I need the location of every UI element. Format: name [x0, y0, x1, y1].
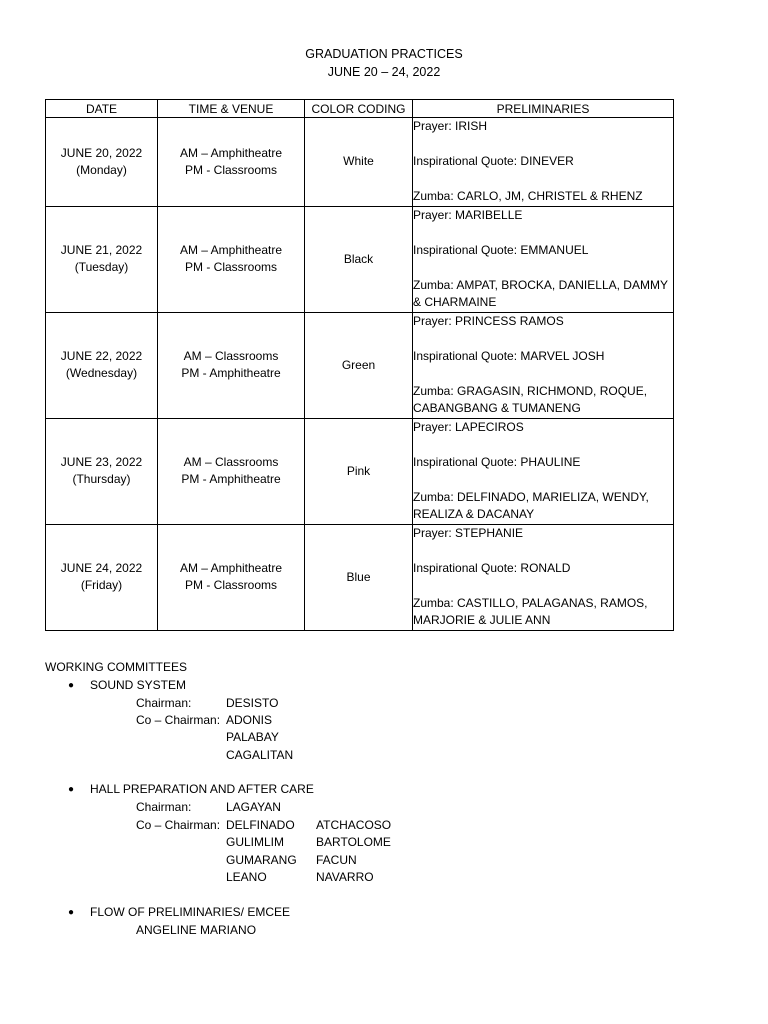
- time-venue-cell: [158, 524, 305, 630]
- chairman-label: Chairman:: [136, 696, 192, 710]
- pm-venue: PM - Classrooms: [184, 578, 277, 592]
- preliminaries-cell: [413, 118, 674, 207]
- date-cell: [46, 418, 158, 524]
- date-cell: [46, 118, 158, 207]
- date-text: JUNE 22, 2022: [60, 349, 143, 363]
- page-subtitle: JUNE 20 – 24, 2022: [327, 65, 441, 79]
- table-row: [46, 418, 674, 524]
- pm-venue: PM - Amphitheatre: [181, 366, 281, 380]
- am-venue: AM – Amphitheatre: [179, 561, 283, 575]
- quote-text: Inspirational Quote: MARVEL JOSH: [413, 348, 605, 363]
- zumba-text: Zumba: DELFINADO, MARIELIZA, WENDY, REALIZA & DACANAY: [413, 489, 649, 521]
- co-chairman-label: Co – Chairman:: [136, 713, 221, 727]
- bullet-icon: ●: [68, 680, 75, 691]
- co-chairman-name: PALABAY: [226, 730, 279, 744]
- am-venue: AM – Amphitheatre: [179, 243, 283, 257]
- flow-preliminaries-title: FLOW OF PRELIMINARIES/ EMCEE: [90, 905, 291, 919]
- day-text: (Wednesday): [65, 366, 138, 380]
- color-cell: Blue: [305, 524, 413, 630]
- co-chairman-label: Co – Chairman:: [136, 818, 221, 832]
- co-chairman-name: CAGALITAN: [226, 748, 294, 762]
- day-text: (Thursday): [72, 472, 131, 486]
- prayer-text: Prayer: STEPHANIE: [413, 525, 524, 540]
- prayer-text: Prayer: IRISH: [413, 119, 488, 133]
- header-color-coding: COLOR CODING: [305, 100, 413, 118]
- emcee-name: ANGELINE MARIANO: [136, 923, 257, 937]
- color-cell: White: [305, 118, 413, 207]
- sound-system-title: SOUND SYSTEM: [90, 678, 187, 692]
- date-cell: [46, 312, 158, 418]
- table-row: [46, 312, 674, 418]
- bullet-icon: ●: [68, 907, 75, 918]
- header-date: DATE: [46, 100, 158, 118]
- date-text: JUNE 24, 2022: [60, 561, 143, 575]
- time-venue-cell: [158, 118, 305, 207]
- time-venue-cell: [158, 312, 305, 418]
- table-row: [46, 524, 674, 630]
- co-chairman-name: FACUN: [316, 853, 357, 867]
- color-cell: Pink: [305, 418, 413, 524]
- prayer-text: Prayer: PRINCESS RAMOS: [413, 313, 564, 328]
- co-chairman-name: DELFINADO: [226, 818, 295, 832]
- color-cell: Black: [305, 206, 413, 312]
- date-text: JUNE 23, 2022: [60, 455, 143, 469]
- day-text: (Friday): [80, 578, 123, 592]
- preliminaries-cell: [413, 418, 674, 524]
- page-title: GRADUATION PRACTICES: [305, 47, 463, 61]
- pm-venue: PM - Classrooms: [184, 260, 277, 274]
- day-text: (Tuesday): [74, 260, 129, 274]
- preliminaries-cell: [413, 206, 674, 312]
- preliminaries-cell: [413, 312, 674, 418]
- header-time-venue: TIME & VENUE: [158, 100, 305, 118]
- am-venue: AM – Classrooms: [183, 455, 279, 469]
- date-cell: [46, 206, 158, 312]
- co-chairman-name: ATCHACOSO: [316, 818, 392, 832]
- chairman-label: Chairman:: [136, 800, 192, 814]
- schedule-table: [45, 99, 674, 631]
- time-venue-cell: [158, 418, 305, 524]
- time-venue-cell: [158, 206, 305, 312]
- am-venue: AM – Classrooms: [183, 349, 279, 363]
- table-row: [46, 118, 674, 207]
- table-header-row: [46, 100, 674, 118]
- table-row: [46, 206, 674, 312]
- zumba-text: Zumba: GRAGASIN, RICHMOND, ROQUE, CABANGBANG & TUMANENG: [413, 383, 648, 415]
- zumba-text: Zumba: CASTILLO, PALAGANAS, RAMOS, MARJORIE & JULIE ANN: [413, 595, 648, 627]
- co-chairman-name: LEANO: [226, 870, 267, 884]
- prayer-text: Prayer: LAPECIROS: [413, 419, 524, 434]
- date-text: JUNE 20, 2022: [60, 145, 143, 160]
- prayer-text: Prayer: MARIBELLE: [413, 207, 523, 222]
- chairman-name: LAGAYAN: [226, 800, 281, 814]
- chairman-name: DESISTO: [226, 696, 279, 710]
- day-text: (Monday): [76, 162, 127, 177]
- date-cell: [46, 524, 158, 630]
- am-venue: AM – Amphitheatre: [179, 145, 283, 160]
- date-text: JUNE 21, 2022: [60, 243, 143, 257]
- co-chairman-name: NAVARRO: [316, 870, 374, 884]
- preliminaries-cell: [413, 524, 674, 630]
- pm-venue: PM - Amphitheatre: [181, 472, 281, 486]
- quote-text: Inspirational Quote: PHAULINE: [413, 454, 581, 469]
- bullet-icon: ●: [68, 784, 75, 795]
- zumba-text: Zumba: CARLO, JM, CHRISTEL & RHENZ: [413, 189, 643, 203]
- co-chairman-name: ADONIS: [226, 713, 273, 727]
- color-cell: Green: [305, 312, 413, 418]
- quote-text: Inspirational Quote: EMMANUEL: [413, 242, 589, 257]
- committees-heading: WORKING COMMITTEES: [45, 660, 187, 674]
- pm-venue: PM - Classrooms: [184, 162, 277, 177]
- co-chairman-name: GULIMLIM: [226, 835, 285, 849]
- header-preliminaries: PRELIMINARIES: [413, 100, 674, 118]
- co-chairman-name: BARTOLOME: [316, 835, 391, 849]
- co-chairman-name: GUMARANG: [226, 853, 297, 867]
- quote-text: Inspirational Quote: RONALD: [413, 560, 571, 575]
- zumba-text: Zumba: AMPAT, BROCKA, DANIELLA, DAMMY & CHARMAINE: [413, 277, 668, 309]
- quote-text: Inspirational Quote: DINEVER: [413, 154, 574, 168]
- hall-preparation-title: HALL PREPARATION AND AFTER CARE: [90, 782, 314, 796]
